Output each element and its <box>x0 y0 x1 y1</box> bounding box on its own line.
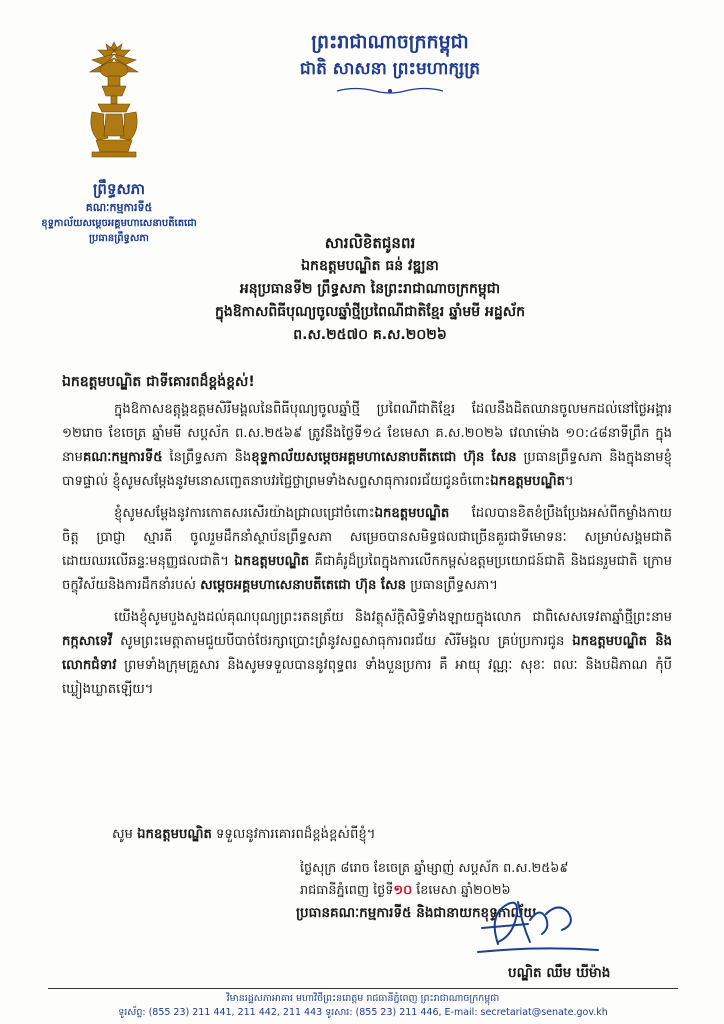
p1-text-a: ក្នុងឱកាសឧត្តុង្គឧត្តមសិរីមង្គលនៃពិធីបុណ្យចូលឆ្នាំថ្មី ប្រពៃណីជាតិខ្មែរ ដែលនឹងដិតឈានចូលមកដល់នៅថ្ងៃអង្គារ ១២រោច ខែចេត្រ ឆ្នាំមមី សប្តស័ក ព.ស.២៥៦៩ ត្រូវនឹងថ្ងៃទី១៤ ខែមេសា គ.ស.២០២៦ វេលាម៉ោង ១០:៤៨នាទីព្រឹក ក្នុងនាម <box>62 402 672 465</box>
title-line-4: ក្នុងឱកាសពិធីបុណ្យចូលឆ្នាំថ្មីប្រពៃណីជាតិខ្មែរ ឆ្នាំមមី អដ្ឋស័ក <box>215 304 525 320</box>
p1-text-c: នៃព្រឹទ្ធសភា និង <box>162 450 252 465</box>
kingdom-heading <box>230 28 550 96</box>
p2-bold-3: សម្តេចអគ្គមហាសេនាបតីតេជោ ហ៊ុន សែន <box>200 578 407 593</box>
letter-body <box>62 398 672 710</box>
issuer-body: ព្រឹទ្ធសភា <box>92 180 146 198</box>
signer-name: បណ្ឌិត ឈឹម ឃីម៉ាង <box>508 965 611 981</box>
closing-suffix: ទទួលនូវការគោរពដ៏ខ្ពង់ខ្ពស់ពីខ្ញុំ។ <box>211 827 376 842</box>
p3-text-c: សូមព្រះមេត្តាតាមជួយបីបាច់ថែរក្សាប្រោះព្រំនូវសព្ទសាធុការពរជ័យ សិរីមង្គល គ្រប់ប្រការជូន <box>112 634 573 649</box>
paragraph-1 <box>62 398 672 494</box>
p2-text-a: ខ្ញុំសូមសម្តែងនូវការកោតសរសើរយ៉ាងជ្រាលជ្រៅចំពោះ <box>114 506 375 521</box>
p2-bold-1: ឯកឧត្តមបណ្ឌិត <box>374 506 450 521</box>
p1-text-d: ប្រធានព្រឹទ្ធសភា និងក្នុងនាមខ្ញុំបាទផ្ទាល់ ខ្ញុំសូមសម្តែងនូវមនោសញ្ចេតនាបវរជ្ជៃថ្លាព្រមទាំងសព្ទសាធុការពរជ័យជូនចំពោះ <box>62 450 672 489</box>
paragraph-3 <box>62 606 672 702</box>
p1-bold-2: ខុទ្ទកាល័យសម្តេចអគ្គមហាសេនាបតីតេជោ ហ៊ុន សែន <box>251 450 517 465</box>
signer-title: ប្រធានគណៈកម្មការទី៥ និងជានាយកខុទ្ទកាល័យ <box>296 905 537 921</box>
title-line-1: សារលិខិតជូនពរ <box>324 234 416 252</box>
p3-bold-1: កក្កសាទេវី <box>62 634 113 649</box>
closing-line <box>112 826 375 845</box>
title-line-5: ព.ស.២៥៧០ គ.ស.២០២៦ <box>293 327 447 343</box>
letter-title <box>110 232 630 347</box>
title-line-2: ឯកឧត្តមបណ្ឌិត ធន់ វឌ្ឍនា <box>301 258 439 274</box>
national-motto: ជាតិ សាសនា ព្រះមហាក្សត្រ <box>299 59 481 79</box>
p2-bold-2: ឯកឧត្តមបណ្ឌិត <box>234 554 310 569</box>
footer-divider <box>48 988 678 989</box>
p3-text-d: ព្រមទាំងក្រុមគ្រួសារ និងសូមទទួលបាននូវពុទ្ធពរ ទាំងបួនប្រការ គឺ អាយុ វណ្ណៈ សុខៈ ពលៈ និងបដិភាណ កុំបីឃ្លៀងឃ្លាតឡើយ។ <box>62 658 672 697</box>
ornament-divider-icon <box>335 86 445 96</box>
place-date-suffix: ខែមេសា ឆ្នាំ២០២៦ <box>412 883 511 898</box>
senate-emblem-icon <box>78 40 150 160</box>
lunar-date: ថ្ងៃសុក្រ ៨រោច ខែចេត្រ ឆ្នាំម្សាញ់ សប្តស័ក ព.ស.២៥៦៩ <box>300 861 569 876</box>
issuer-commission: គណៈកម្មការទី៥ <box>85 201 153 214</box>
p2-text-d: គឺជាគំរូដ៏ប្រពៃក្នុងការលើកកម្ពស់ឧត្តមប្រយោជន៍ជាតិ និងជនរួមជាតិ ក្រោមចក្ខុវិស័យនិងការដឹកនាំរបស់ <box>62 554 672 593</box>
p2-text-e: ប្រធានព្រឹទ្ធសភា។ <box>406 578 498 593</box>
p1-bold-3: ឯកឧត្តមបណ្ឌិត <box>490 474 565 489</box>
p1-text-e: ។ <box>564 474 574 489</box>
salutation: ឯកឧត្តមបណ្ឌិត ជាទីគោរពដ៏ខ្ពង់ខ្ពស់! <box>62 374 255 390</box>
paragraph-2 <box>62 502 672 598</box>
closing-bold: ឯកឧត្តមបណ្ឌិត <box>137 827 212 842</box>
p1-bold-1: គណៈកម្មការទី៥ <box>82 450 163 465</box>
title-line-3: អនុប្រធានទី២ ព្រឹទ្ធសភា នៃព្រះរាជាណាចក្រកម្ពុជា <box>239 281 501 297</box>
closing-prefix: សូម <box>112 827 138 842</box>
p3-text-a: យើងខ្ញុំសូមបួងសួងដល់គុណបុណ្យព្រះរតនត្រ័យ និងវត្ថុស័ក្តិសិទ្ធិទាំងឡាយក្នុងលោក ជាពិសេសទេវតាឆ្នាំថ្មីព្រះនាម <box>114 610 672 625</box>
footer <box>48 992 678 1020</box>
p2-text-c: ដែលបានខិតខំប្រឹងប្រែងអស់ពីកម្លាំងកាយ ចិត្ត ប្រាជ្ញា ស្មារតី ចូលរួមដឹកនាំស្ថាប័នព្រឹទ្ធសភា សម្រេចបានសមិទ្ធផលជាច្រើនគួរជាទីមោទនៈ សម្រាប់សង្គមជាតិ ដោយឈរលើឆន្ទៈមនុញ្ញផលជាតិ។ <box>62 506 672 569</box>
place-date-prefix: រាជធានីភ្នំពេញ ថ្ងៃទី <box>300 883 394 898</box>
issuer-office: ខុទ្ទកាល័យសម្តេចអគ្គមហាសេនាបតីតេជោ <box>41 218 197 229</box>
issuer-office-sub: ប្រធានព្រឹទ្ធសភា <box>89 233 149 244</box>
p3-bold-2: ឯកឧត្តមបណ្ឌិត និងលោកជំទាវ <box>62 634 673 673</box>
place-date-day: ១០ <box>393 883 413 898</box>
footer-address: វិមានរដ្ឋសភាអាគារ មហាវិថីព្រះនរោត្តម រាជធានីភ្នំពេញ ព្រះរាជាណាចក្រកម្ពុជា <box>226 993 500 1004</box>
kingdom-name: ព្រះរាជាណាចក្រកម្ពុជា <box>311 31 469 53</box>
handwritten-signature-icon <box>458 884 608 964</box>
footer-contact: ទូរស័ព្ទ: (855 23) 211 441, 211 442, 211 443 ទូរសារ: (855 23) 211 446, E-mail: secretariat@senate.gov.kh <box>118 1007 608 1018</box>
